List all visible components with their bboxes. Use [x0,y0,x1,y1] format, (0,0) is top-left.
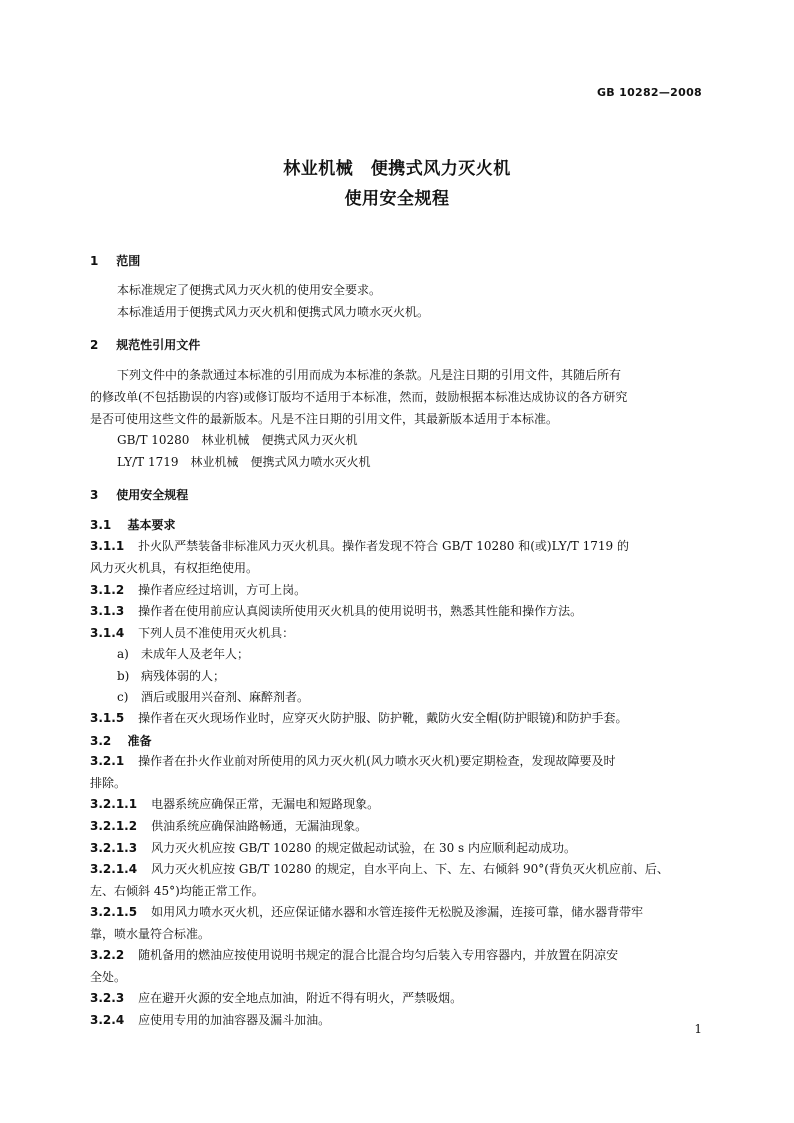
clause-text: 应使用专用的加油容器及漏斗加油。 [138,1013,331,1027]
clause-3-1-5 [90,708,706,728]
section-number: 2 [90,338,99,352]
clause-number: 3.2.4 [90,1013,125,1027]
clause-continuation: 排除。 [90,776,127,790]
list-text: 酒后或服用兴奋剂、麻醉剂者。 [141,690,310,704]
clause-text: 风力灭火机应按 GB/T 10280 的规定，自水平向上、下、左、右倾斜 90°(背负灭火机应前、后、 [151,862,669,876]
clause-number: 3.1.1 [90,539,125,553]
paragraph: 本标准适用于便携式风力灭火机和便携式风力喷水灭火机。 [117,305,430,319]
clause-3-2-1-5 [90,902,706,922]
paragraph: 下列文件中的条款通过本标准的引用而成为本标准的条款。凡是注日期的引用文件，其随后所有 [117,368,622,382]
clause-number: 3.2.1 [90,754,125,768]
clause-heading-preparation [90,732,151,749]
clause-text: 操作者应经过培训，方可上岗。 [138,583,307,597]
clause-text: 随机备用的燃油应按使用说明书规定的混合比混合均匀后装入专用容器内，并放置在阴凉安 [138,948,619,962]
clause-text: 操作者在使用前应认真阅读所使用灭火机具的使用说明书，熟悉其性能和操作方法。 [138,604,583,618]
section-title: 使用安全规程 [116,488,189,502]
clause-text: 操作者在灭火现场作业时，应穿灭火防护服、防护靴，戴防火安全帽(防护眼镜)和防护手套。 [138,711,628,725]
section-heading-safety-rules [90,486,188,503]
clause-title: 准备 [127,734,152,748]
clause-3-2-1-4 [90,859,706,879]
clause-continuation: 左、右倾斜 45°)均能正常工作。 [90,884,264,898]
paragraph-continuation: 是否可使用这些文件的最新版本。凡是不注日期的引用文件，其最新版本适用于本标准。 [90,412,559,426]
clause-3-2-4 [90,1010,706,1030]
clause-text: 电器系统应确保正常，无漏电和短路现象。 [151,797,380,811]
clause-3-1-3 [90,601,706,621]
clause-text: 供油系统应确保油路畅通，无漏油现象。 [151,819,368,833]
clause-3-2-1 [90,751,706,771]
clause-text: 如用风力喷水灭火机，还应保证储水器和水管连接件无松脱及渗漏，连接可靠，储水器背带牢 [151,905,644,919]
clause-3-2-2 [90,945,706,965]
section-heading-normative-references [90,336,200,353]
clause-text: 下列人员不准使用灭火机具： [138,626,295,640]
document-subtitle: 使用安全规程 [344,189,450,209]
document-title: 林业机械 便携式风力灭火机 [283,159,511,179]
clause-continuation: 风力灭火机具，有权拒绝使用。 [90,561,259,575]
list-item [117,666,733,686]
clause-text: 应在避开火源的安全地点加油，附近不得有明火，严禁吸烟。 [138,991,463,1005]
section-title: 规范性引用文件 [116,338,201,352]
list-label: a) [117,647,129,661]
clause-3-2-3 [90,988,706,1008]
section-heading-scope [90,252,140,269]
paragraph-continuation: 的修改单(不包括勘误的内容)或修订版均不适用于本标准，然而，鼓励根据本标准达成协议的各方研究 [90,390,628,404]
clause-continuation: 靠，喷水量符合标准。 [90,927,211,941]
clause-number: 3.2.1.3 [90,841,138,855]
paragraph: 本标准规定了便携式风力灭火机的使用安全要求。 [117,283,382,297]
clause-3-2-1-3 [90,838,706,858]
standard-code: GB 10282—2008 [596,86,702,99]
clause-title: 基本要求 [127,518,176,532]
clause-text: 扑火队严禁装备非标准风力灭火机具。操作者发现不符合 GB/T 10280 和(或)LY/T 1719 的 [138,539,629,553]
clause-continuation: 全处。 [90,970,127,984]
clause-number: 3.1 [90,518,112,532]
clause-number: 3.2 [90,734,112,748]
clause-3-2-1-2 [90,816,706,836]
clause-number: 3.1.3 [90,604,125,618]
clause-number: 3.1.5 [90,711,125,725]
clause-number: 3.2.1.5 [90,905,138,919]
clause-number: 3.2.1.4 [90,862,138,876]
clause-3-1-1 [90,536,706,556]
clause-3-1-4 [90,623,706,643]
clause-text: 操作者在扑火作业前对所使用的风力灭火机(风力喷水灭火机)要定期检查，发现故障要及时 [138,754,616,768]
list-item [117,644,733,664]
reference-lyt-1719: LY/T 1719 林业机械 便携式风力喷水灭火机 [117,455,371,469]
clause-heading-basic-requirements [90,516,175,533]
list-text: 未成年人及老年人； [141,647,250,661]
page-number: 1 [694,1022,702,1036]
clause-number: 3.2.1.1 [90,797,138,811]
clause-number: 3.2.1.2 [90,819,138,833]
clause-number: 3.2.2 [90,948,125,962]
list-label: b) [117,669,130,683]
clause-number: 3.1.4 [90,626,125,640]
clause-3-2-1-1 [90,794,706,814]
section-number: 1 [90,254,99,268]
list-label: c) [117,690,129,704]
section-title: 范围 [116,254,141,268]
list-text: 病残体弱的人； [141,669,226,683]
clause-number: 3.2.3 [90,991,125,1005]
clause-3-1-2 [90,580,706,600]
clause-text: 风力灭火机应按 GB/T 10280 的规定做起动试验，在 30 s 内应顺利起动成功。 [151,841,577,855]
clause-number: 3.1.2 [90,583,125,597]
section-number: 3 [90,488,99,502]
list-item [117,687,733,707]
reference-gbt-10280: GB/T 10280 林业机械 便携式风力灭火机 [117,433,358,447]
